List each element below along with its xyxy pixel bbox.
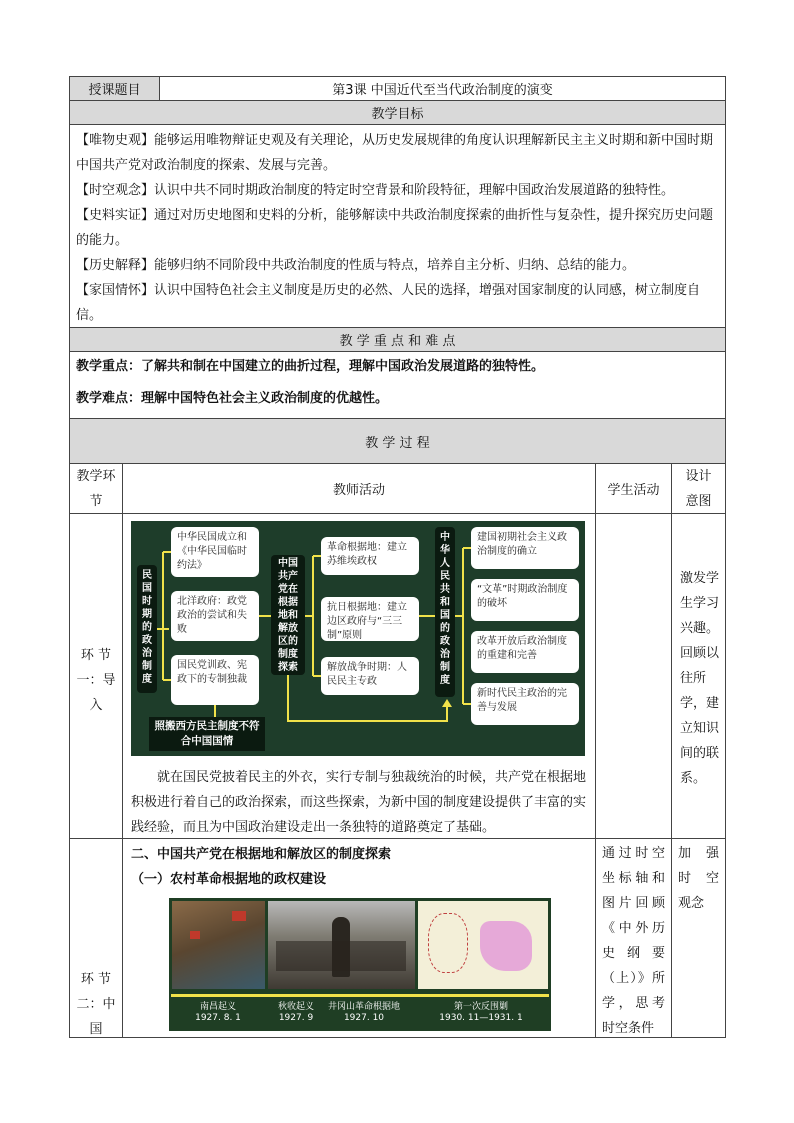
diagram-left-item: 中华民国成立和《中华民国临时约法》 bbox=[171, 527, 259, 577]
col-stage-label: 教学环节 bbox=[76, 468, 116, 509]
diagram-mid-title: 中国共产党在根据地和解放区的制度探索 bbox=[271, 555, 305, 675]
section1-intent bbox=[671, 513, 726, 839]
section1-intent-text: 激发学生学习兴趣。回顾以往所学，建立知识间的联系。 bbox=[680, 571, 720, 786]
timeline-event: 秋收起义 bbox=[277, 1002, 314, 1012]
timeline-date: 1927. 8. 1 bbox=[195, 1013, 241, 1023]
section1-text: 就在国民党披着民主的外衣，实行专制与独裁统治的时候，共产党在根据地积极进行着自己的政治探索，而这些探索，为新中国的制度建设提供了丰富的实践经验，而且为中国政治建设走出一条独特的道路奠定了基础。 bbox=[131, 770, 587, 835]
lesson-label: 授课题目 bbox=[69, 76, 160, 101]
diagram-mid-item: 抗日根据地：建立边区政府与“三三制”原则 bbox=[321, 597, 419, 641]
col-student: 学生活动 bbox=[595, 463, 672, 514]
timeline-item bbox=[319, 1002, 409, 1024]
section2-intent bbox=[671, 838, 726, 1038]
objective-interpretation: 【历史解释】能够归纳不同阶段中共政治制度的性质与特点，培养自主分析、归纳、总结的能力。 bbox=[76, 258, 636, 273]
key-difficulty: 教学难点：理解中国特色社会主义政治制度的优越性。 bbox=[76, 391, 389, 406]
timeline-event: 第一次反围剿 bbox=[453, 1002, 508, 1012]
diagram-left-item: 国民党训政、宪政下的专制独裁 bbox=[171, 655, 259, 705]
stage-two-cell bbox=[69, 838, 123, 1038]
objectives-heading: 教学目标 bbox=[69, 100, 726, 125]
structure-diagram bbox=[131, 521, 585, 756]
section1-teacher bbox=[122, 513, 596, 839]
diagram-right-item: 新时代民主政治的完善与发展 bbox=[471, 683, 579, 725]
process-heading: 教 学 过 程 bbox=[69, 418, 726, 464]
timeline-event: 井冈山革命根据地 bbox=[327, 1002, 400, 1012]
section2-student bbox=[595, 838, 672, 1038]
objective-patriotism: 【家国情怀】认识中国特色社会主义制度是历史的必然、人民的选择，增强对国家制度的认同感，树立制度自信。 bbox=[76, 283, 701, 323]
timeline-banner bbox=[169, 898, 551, 1031]
section2-teacher bbox=[122, 838, 596, 1038]
section2-heading: 二、中国共产党在根据地和解放区的制度探索 bbox=[131, 847, 392, 862]
diagram-mid-item: 解放战争时期：人民民主专政 bbox=[321, 657, 419, 695]
col-teacher: 教师活动 bbox=[122, 463, 596, 514]
diagram-mid-item: 革命根据地：建立苏维埃政权 bbox=[321, 537, 419, 575]
diagram-left-item: 北洋政府：政党政治的尝试和失败 bbox=[171, 591, 259, 641]
autumn-harvest-image bbox=[268, 901, 415, 989]
section2-subheading: （一）农村革命根据地的政权建设 bbox=[131, 872, 327, 887]
timeline-event: 南昌起义 bbox=[199, 1002, 236, 1012]
stage-two-label: 环 节 二：中 国 bbox=[76, 972, 116, 1037]
diagram-right-title: 中华人民共和国的政治制度 bbox=[435, 527, 455, 697]
timeline-date: 1927. 10 bbox=[343, 1013, 385, 1023]
section1-student bbox=[595, 513, 672, 839]
diagram-right-item: “文革”时期政治制度的破坏 bbox=[471, 579, 579, 621]
objective-materialism: 【唯物史观】能够运用唯物辩证史观及有关理论，从历史发展规律的角度认识理解新民主主义时期和新中国时期中国共产党对政治制度的探索、发展与完善。 bbox=[76, 133, 714, 173]
objective-evidence: 【史料实证】通过对历史地图和史料的分析，能够解读中共政治制度探索的曲折性与复杂性，提升探究历史问题的能力。 bbox=[76, 208, 714, 248]
lesson-title: 第3课 中国近代至当代政治制度的演变 bbox=[159, 76, 726, 101]
keypoints-heading: 教 学 重 点 和 难 点 bbox=[69, 327, 726, 352]
timeline-date: 1930. 11—1931. 1 bbox=[439, 1013, 523, 1023]
diagram-right-item: 建国初期社会主义政治制度的确立 bbox=[471, 527, 579, 569]
objective-spacetime: 【时空观念】认识中共不同时期政治制度的特定时空背景和阶段特征，理解中国政治发展道路的独特性。 bbox=[76, 183, 675, 198]
timeline-item bbox=[421, 1002, 541, 1024]
diagram-bottom-note: 照搬西方民主制度不符合中国国情 bbox=[149, 717, 265, 751]
keypoints-body bbox=[69, 351, 726, 419]
stage-one-label: 环 节 一：导入 bbox=[76, 648, 116, 713]
timeline-item bbox=[173, 1002, 263, 1024]
diagram-left-title: 民国时期的政治制度 bbox=[137, 565, 157, 693]
objectives-body bbox=[69, 124, 726, 328]
key-focus: 教学重点：了解共和制在中国建立的曲折过程，理解中国政治发展道路的独特性。 bbox=[76, 359, 545, 374]
section2-student-text: 通过时空坐标轴和图片回顾《中外历史纲要（上）》所学，思考时空条件 bbox=[602, 846, 665, 1036]
diagram-connectors bbox=[131, 521, 585, 756]
nanchang-uprising-image bbox=[172, 901, 265, 989]
col-intent-label: 设计意图 bbox=[685, 468, 712, 509]
campaign-map-image bbox=[418, 901, 548, 989]
section2-intent-text: 加 强 时 空 观念 bbox=[678, 846, 719, 911]
col-intent bbox=[671, 463, 726, 514]
timeline-axis bbox=[171, 994, 549, 997]
diagram-right-item: 改革开放后政治制度的重建和完善 bbox=[471, 631, 579, 673]
timeline-date: 1927. 9 bbox=[278, 1013, 314, 1023]
col-stage bbox=[69, 463, 123, 514]
stage-one-cell bbox=[69, 513, 123, 839]
